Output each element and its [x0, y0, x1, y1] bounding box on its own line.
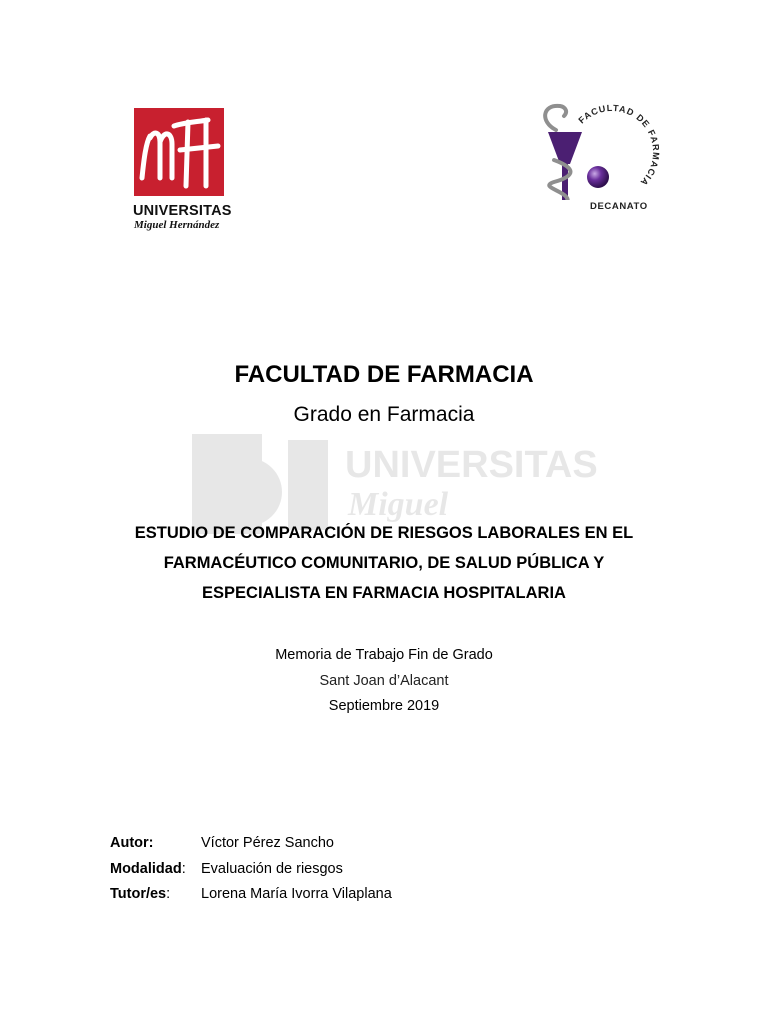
umh-logo: [118, 106, 230, 236]
watermark-text-line1: UNIVERSITAS: [345, 444, 598, 486]
thesis-title: ESTUDIO DE COMPARACIÓN DE RIESGOS LABORALES EN EL FARMACÉUTICO COMUNITARIO, DE SALUD PÚBLICA Y ESPECIALISTA EN FARMACIA HOSPITALARIA: [134, 524, 634, 602]
author-value: Víctor Pérez Sancho: [201, 835, 334, 851]
modality-value: Evaluación de riesgos: [201, 861, 343, 877]
faculty-title: FACULTAD DE FARMACIA: [234, 361, 534, 388]
degree-title: Grado en Farmacia: [293, 403, 475, 426]
watermark-text-line2: Miguel: [348, 486, 449, 523]
farmacia-emblem-icon: [536, 100, 666, 200]
umh-wordmark-line1: UNIVERSITAS: [133, 203, 232, 219]
farmacia-decanato-label: DECANATO: [590, 201, 648, 212]
tutor-label: Tutor/es:: [110, 886, 171, 902]
farmacia-arc-text: FACULTAD DE FARMACIA: [576, 102, 662, 189]
modality-label: Modalidad:: [110, 861, 186, 877]
tutor-value: Lorena María Ivorra Vilaplana: [201, 886, 392, 902]
umh-wordmark-line2: Miguel Hernández: [134, 219, 220, 231]
umh-mark-icon: [134, 108, 224, 196]
location-text: Sant Joan d’Alacant: [319, 673, 449, 689]
date-text: Septiembre 2019: [328, 698, 440, 714]
memoria-label: Memoria de Trabajo Fin de Grado: [275, 647, 493, 663]
author-label: Autor:: [110, 835, 154, 851]
farmacia-logo: [536, 100, 666, 226]
